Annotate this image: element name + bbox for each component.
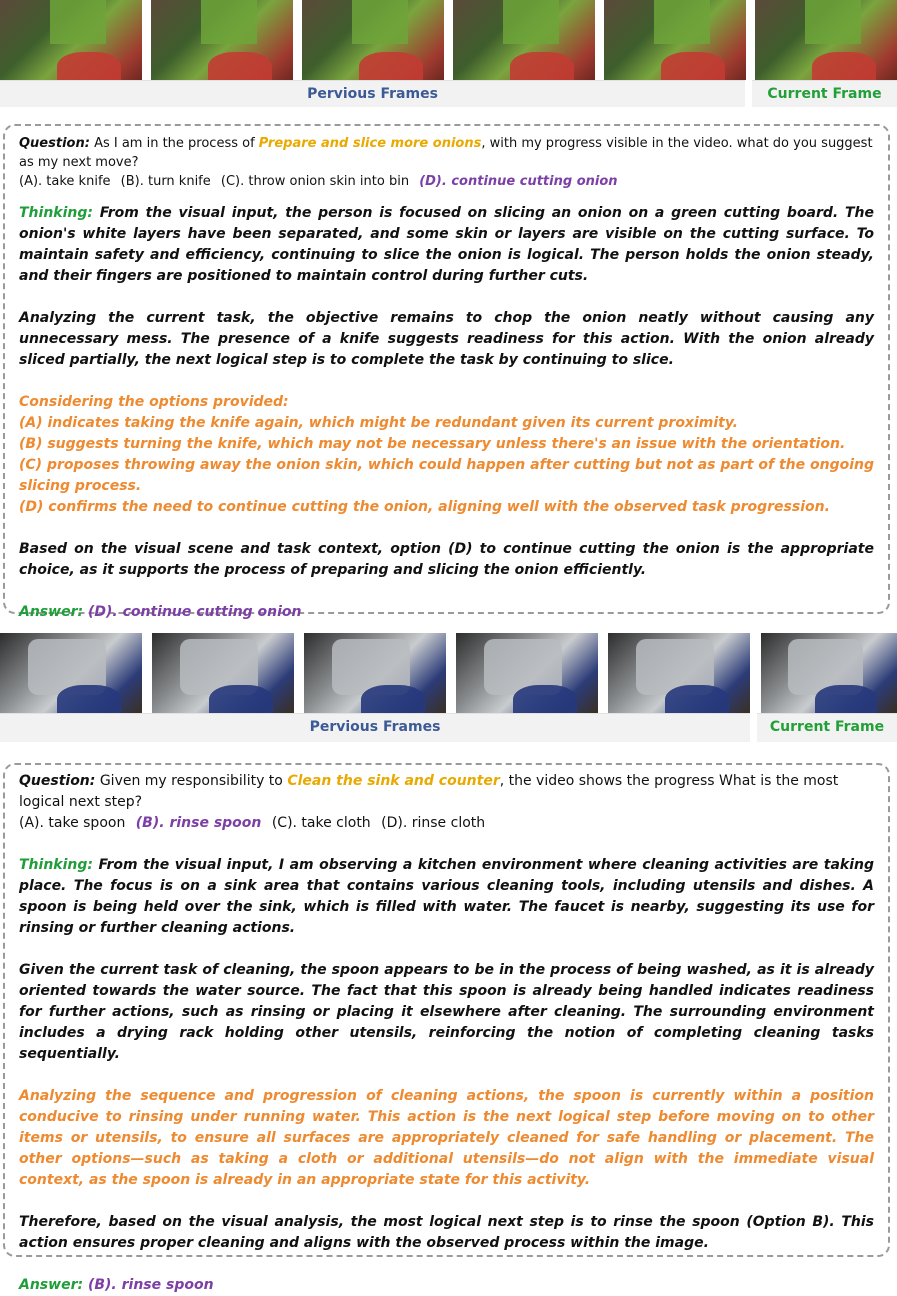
current-frame-label: Current Frame (767, 86, 882, 102)
current-frame-bar (757, 713, 897, 742)
previous-frame-3 (302, 0, 444, 80)
previous-frame-3 (304, 633, 446, 713)
analysis-paragraph: Analyzing the sequence and progression of cleaning actions, the spoon is currently within a position conducive to rinsing under running water. This action is the next logical step before moving on to other items or utensils, to ensure all surfaces are appropriately cleaned for safe handling or placement. The other options—such as taking a cloth or additional utensils—do not align with the immediate visual context, as the spoon is already in an appropriate state for this activity. (19, 1088, 874, 1188)
conclusion-2: Therefore, based on the visual analysis, the most logical next step is to rinse the spoon (Option B). This action ensures proper cleaning and aligns with the observed process within the image. (19, 1214, 874, 1251)
options-2: (A). take spoon (B). rinse spoon (C). take cloth (D). rinse cloth (19, 815, 486, 831)
question-2: Question: Given my responsibility to Clean the sink and counter, the video shows the progress What is the most logical next step? (19, 773, 839, 810)
options-1: (A). take knife (B). turn knife (C). throw onion skin into bin (D). continue cutting onion (19, 174, 618, 189)
previous-frame-1 (0, 0, 142, 80)
current-frame-label: Current Frame (769, 719, 885, 735)
previous-frame-5 (604, 0, 746, 80)
previous-frames-bar (0, 713, 750, 742)
considering-d: (D) confirms the need to continue cutting the onion, aligning well with the observed task progression. (19, 499, 830, 515)
previous-frame-4 (456, 633, 598, 713)
considering-heading: Considering the options provided: (19, 394, 289, 410)
correct-option: (B). rinse spoon (135, 815, 262, 831)
answer-1: Answer: (D). continue cutting onion (19, 604, 302, 620)
previous-frame-5 (608, 633, 750, 713)
reasoning-box-2 (3, 763, 890, 1293)
considering-b: (B) suggests turning the knife, which may not be necessary unless there's an issue with the orientation. (19, 436, 846, 452)
task-name: Prepare and slice more onions (258, 136, 482, 151)
conclusion-1: Based on the visual scene and task context, option (D) to continue cutting the onion is the appropriate choice, as it supports the process of preparing and slicing the onion efficiently. (19, 541, 874, 578)
thinking-paragraph-1: Thinking: From the visual input, I am observing a kitchen environment where cleaning activities are taking place. The focus is on a sink area that contains various cleaning tools, including utensils and dishes. A spoon is being held over the sink, which is filled with water. The faucet is nearby, suggesting its use for rinsing or further cleaning actions. (19, 857, 874, 936)
current-frame (761, 633, 897, 713)
thinking-paragraph-2: Analyzing the current task, the objective remains to chop the onion neatly without causing any unnecessary mess. The presence of a knife suggests readiness for this action. With the onion already sliced partially, the next logical step is to complete the task by continuing to slice. (19, 310, 874, 368)
task-name: Clean the sink and counter (287, 773, 500, 789)
reasoning-box-1 (3, 124, 890, 620)
previous-frames-label: Pervious Frames (307, 86, 438, 102)
previous-frame-2 (151, 0, 293, 80)
previous-frame-4 (453, 0, 595, 80)
thinking-paragraph-1: Thinking: From the visual input, the person is focused on slicing an onion on a green cutting board. The onion's white layers have been separated, and some skin or layers are visible on the cutting surface. To maintain safety and efficiency, continuing to slice the onion is logical. The person holds the onion steady, and their fingers are positioned to maintain control during further cuts. (19, 205, 875, 284)
current-frame (755, 0, 897, 80)
question-1: Question: As I am in the process of Prepare and slice more onions, with my progress visible in the video. what do you suggest as my next move? (19, 136, 873, 170)
considering-c: (C) proposes throwing away the onion skin, which could happen after cutting but not as part of the ongoing slicing process. (19, 457, 874, 494)
correct-option: (D). continue cutting onion (419, 174, 618, 189)
previous-frame-1 (0, 633, 142, 713)
previous-frames-bar (0, 80, 745, 107)
answer-2: Answer: (B). rinse spoon (19, 1277, 214, 1293)
previous-frame-2 (152, 633, 294, 713)
thinking-paragraph-2: Given the current task of cleaning, the spoon appears to be in the process of being washed, as it is already oriented towards the water source. The fact that this spoon is already being handled indicates readiness for further actions, such as rinsing or placing it elsewhere after cleaning. The surrounding environment includes a drying rack holding other utensils, reinforcing the notion of completing cleaning tasks sequentially. (19, 962, 874, 1062)
previous-frames-label: Pervious Frames (309, 719, 441, 735)
considering-a: (A) indicates taking the knife again, which might be redundant given its current proximity. (19, 415, 739, 431)
current-frame-bar (752, 80, 897, 107)
